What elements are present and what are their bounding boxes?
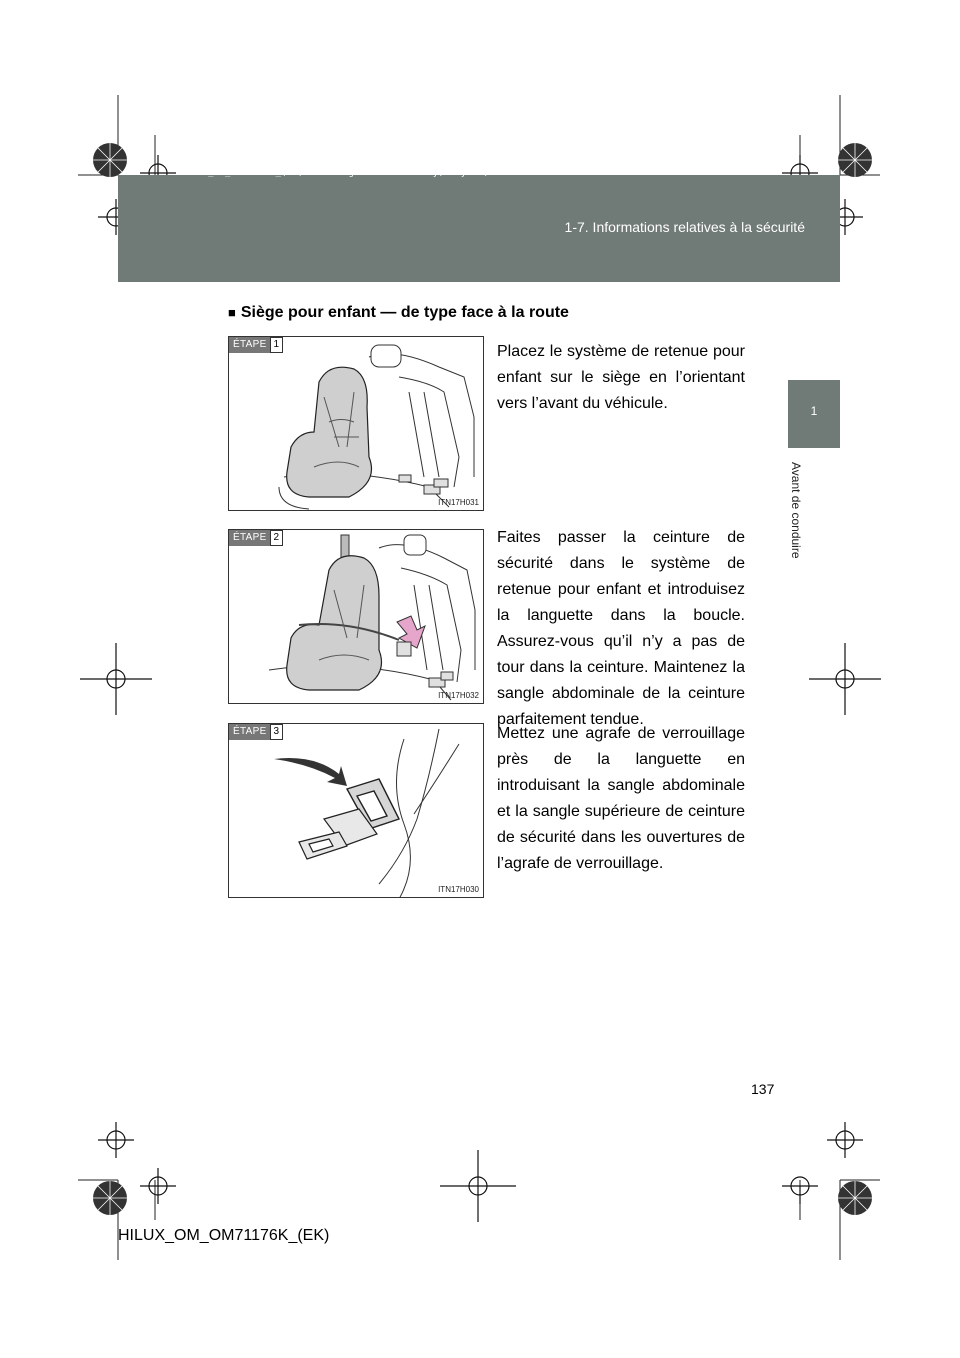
section-title: 1-7. Informations relatives à la sécurité: [564, 219, 805, 235]
figure-code: ITN17H031: [438, 498, 479, 507]
page-number: 137: [751, 1081, 775, 1097]
step-tag: [229, 530, 283, 546]
step-label: ÉTAPE: [229, 530, 270, 546]
chapter-tab: [788, 380, 840, 448]
step-2-text: Faites passer la ceinture de sécurité dans le système de retenue pour enfant et introduisez la languette dans la boucle. Assurez-vous qu’il n’y a pas de tour dans la ceinture. Maintenez la sangle abdominale de la ceinture parfaitement tendue.: [497, 529, 745, 728]
subheading-text: Siège pour enfant — de type face à la route: [240, 304, 569, 321]
figure-code: ITN17H030: [438, 885, 479, 894]
figure-step-3: [228, 723, 484, 898]
locking-clip-illustration: [229, 724, 483, 897]
belt-routing-illustration: [229, 530, 483, 703]
step-tag: [229, 724, 283, 740]
step-1-text: Placez le système de retenue pour enfant sur le siège en l’orientant vers l’avant du véhicule.: [497, 343, 745, 412]
figure-step-2: [228, 529, 484, 704]
chapter-number: 1: [810, 404, 818, 418]
step-label: ÉTAPE: [229, 724, 270, 740]
square-bullet-icon: ■: [228, 305, 236, 320]
figure-code: ITN17H032: [438, 691, 479, 700]
step-number: 1: [270, 337, 284, 353]
pointer-arrow-icon: [274, 758, 347, 786]
step-3-text: Mettez une agrafe de verrouillage près de la languette en introduisant la sangle abdominale et la sangle supérieure de ceinture de sécurité dans les ouvertures de l’agrafe de verrouillage.: [497, 725, 745, 872]
child-seat-on-rear-seat-illustration: [229, 337, 483, 510]
document-code: HILUX_OM_OM71176K_(EK): [118, 1227, 330, 1244]
subheading: [228, 304, 569, 322]
chapter-label: Avant de conduire: [789, 462, 803, 559]
step-number: 3: [270, 724, 284, 740]
step-number: 2: [270, 530, 284, 546]
step-tag: [229, 337, 283, 353]
file-stamp: HILUX_OM_OM71176K_(EK).book Page 137 Wednesday, May 16, 2012 2:32 PM: [180, 168, 563, 178]
figure-step-1: [228, 336, 484, 511]
step-label: ÉTAPE: [229, 337, 270, 353]
